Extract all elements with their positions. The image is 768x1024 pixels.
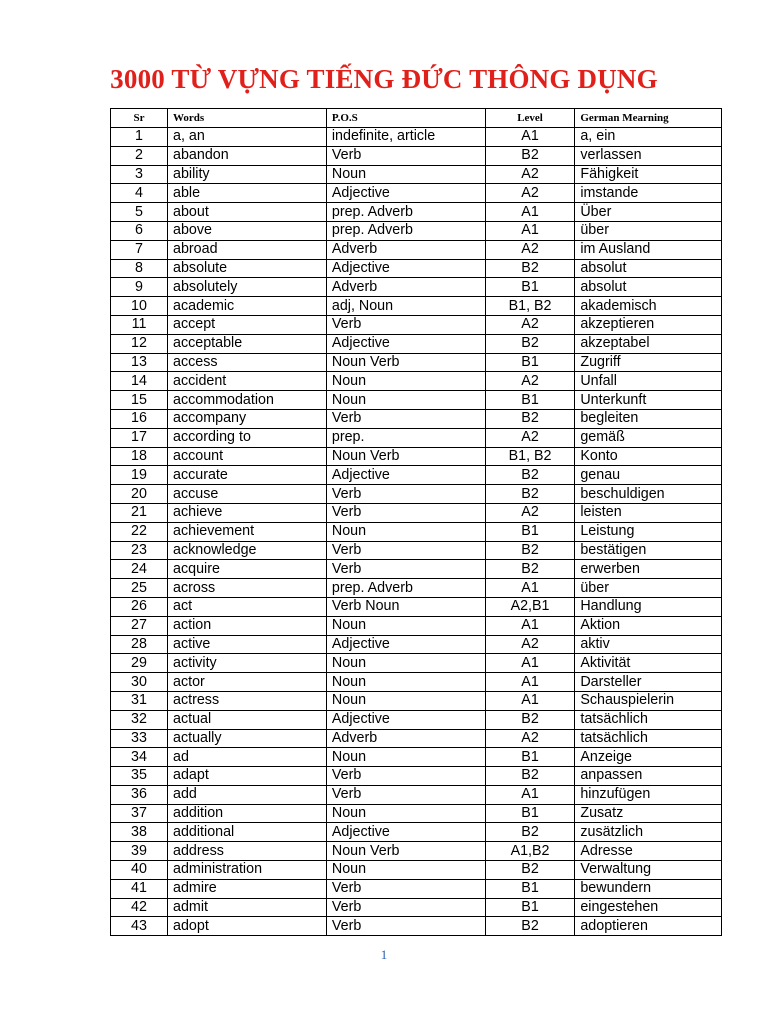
cell-word: about [168,203,327,222]
cell-german-meaning: anpassen [575,767,722,786]
cell-german-meaning: im Ausland [575,240,722,259]
cell-sr: 14 [111,372,168,391]
table-row [111,297,722,316]
cell-pos: Noun [326,616,485,635]
cell-german-meaning: genau [575,466,722,485]
cell-sr: 12 [111,334,168,353]
table-row [111,165,722,184]
cell-word: action [168,616,327,635]
cell-level: A2 [485,635,575,654]
table-row [111,334,722,353]
cell-level: B1 [485,278,575,297]
table-row [111,785,722,804]
cell-german-meaning: bestätigen [575,541,722,560]
cell-level: A1 [485,654,575,673]
cell-german-meaning: Leistung [575,522,722,541]
cell-level: A1 [485,691,575,710]
cell-word: account [168,447,327,466]
cell-level: A1 [485,785,575,804]
cell-german-meaning: Adresse [575,842,722,861]
cell-pos: Noun [326,748,485,767]
cell-word: according to [168,428,327,447]
cell-word: accident [168,372,327,391]
cell-word: accompany [168,409,327,428]
table-row [111,428,722,447]
cell-level: A1 [485,203,575,222]
cell-level: A1 [485,579,575,598]
table-row [111,729,722,748]
cell-pos: Noun [326,522,485,541]
cell-pos: Adjective [326,334,485,353]
table-header-row [111,109,722,128]
cell-word: addition [168,804,327,823]
table-row [111,278,722,297]
table-row [111,654,722,673]
cell-level: A2 [485,165,575,184]
cell-level: B1 [485,879,575,898]
cell-word: accept [168,315,327,334]
table-row [111,879,722,898]
cell-sr: 42 [111,898,168,917]
cell-level: B2 [485,917,575,936]
cell-pos: Noun Verb [326,353,485,372]
cell-level: A2 [485,729,575,748]
cell-sr: 17 [111,428,168,447]
table-row [111,917,722,936]
cell-word: able [168,184,327,203]
cell-sr: 20 [111,485,168,504]
cell-word: ad [168,748,327,767]
cell-level: A2 [485,428,575,447]
cell-level: B1 [485,804,575,823]
cell-level: A2 [485,184,575,203]
cell-pos: Noun [326,165,485,184]
cell-word: acceptable [168,334,327,353]
cell-level: B2 [485,710,575,729]
cell-word: administration [168,861,327,880]
cell-level: A2,B1 [485,597,575,616]
cell-word: achievement [168,522,327,541]
cell-german-meaning: Handlung [575,597,722,616]
cell-german-meaning: Schauspielerin [575,691,722,710]
cell-german-meaning: Aktion [575,616,722,635]
cell-sr: 7 [111,240,168,259]
table-row [111,804,722,823]
cell-sr: 23 [111,541,168,560]
cell-sr: 21 [111,503,168,522]
table-row [111,842,722,861]
cell-sr: 35 [111,767,168,786]
cell-german-meaning: Zusatz [575,804,722,823]
cell-level: A2 [485,372,575,391]
cell-sr: 22 [111,522,168,541]
cell-level: B1 [485,898,575,917]
cell-level: B2 [485,466,575,485]
cell-german-meaning: gemäß [575,428,722,447]
cell-sr: 27 [111,616,168,635]
cell-word: abandon [168,146,327,165]
cell-sr: 4 [111,184,168,203]
cell-word: ability [168,165,327,184]
cell-pos: Adjective [326,710,485,729]
cell-pos: Verb [326,898,485,917]
cell-german-meaning: beschuldigen [575,485,722,504]
cell-german-meaning: akzeptabel [575,334,722,353]
table-row [111,466,722,485]
cell-german-meaning: a, ein [575,128,722,147]
cell-german-meaning: verlassen [575,146,722,165]
cell-german-meaning: aktiv [575,635,722,654]
cell-german-meaning: Fähigkeit [575,165,722,184]
cell-german-meaning: begleiten [575,409,722,428]
cell-word: abroad [168,240,327,259]
cell-sr: 8 [111,259,168,278]
cell-level: B2 [485,334,575,353]
cell-german-meaning: Darsteller [575,673,722,692]
cell-pos: Verb [326,785,485,804]
cell-level: B2 [485,767,575,786]
cell-word: adapt [168,767,327,786]
cell-word: accurate [168,466,327,485]
table-row [111,353,722,372]
cell-pos: indefinite, article [326,128,485,147]
cell-pos: Adjective [326,466,485,485]
cell-level: A1 [485,616,575,635]
cell-german-meaning: zusätzlich [575,823,722,842]
cell-level: B2 [485,560,575,579]
cell-german-meaning: Unterkunft [575,391,722,410]
cell-sr: 32 [111,710,168,729]
vocabulary-table [110,108,722,936]
cell-word: accommodation [168,391,327,410]
cell-german-meaning: absolut [575,278,722,297]
cell-word: achieve [168,503,327,522]
cell-german-meaning: Zugriff [575,353,722,372]
cell-level: B2 [485,541,575,560]
cell-pos: Noun [326,372,485,391]
cell-sr: 19 [111,466,168,485]
table-row [111,240,722,259]
cell-pos: Noun [326,691,485,710]
cell-level: A2 [485,240,575,259]
cell-pos: Verb [326,541,485,560]
cell-sr: 43 [111,917,168,936]
cell-pos: Verb [326,146,485,165]
cell-level: A1 [485,673,575,692]
table-row [111,597,722,616]
cell-german-meaning: Über [575,203,722,222]
cell-sr: 9 [111,278,168,297]
cell-german-meaning: imstande [575,184,722,203]
cell-word: adopt [168,917,327,936]
column-header-pos: P.O.S [326,109,485,128]
table-row [111,391,722,410]
cell-german-meaning: eingestehen [575,898,722,917]
cell-german-meaning: Anzeige [575,748,722,767]
cell-level: A2 [485,315,575,334]
cell-word: actually [168,729,327,748]
table-row [111,898,722,917]
cell-sr: 28 [111,635,168,654]
cell-word: actual [168,710,327,729]
cell-pos: Noun [326,804,485,823]
cell-german-meaning: adoptieren [575,917,722,936]
cell-pos: Verb [326,485,485,504]
cell-sr: 1 [111,128,168,147]
table-row [111,691,722,710]
cell-pos: Verb [326,879,485,898]
cell-pos: adj, Noun [326,297,485,316]
cell-pos: Adverb [326,278,485,297]
cell-level: B2 [485,823,575,842]
cell-pos: prep. [326,428,485,447]
cell-sr: 10 [111,297,168,316]
cell-sr: 36 [111,785,168,804]
cell-pos: prep. Adverb [326,203,485,222]
table-row [111,485,722,504]
cell-level: B2 [485,861,575,880]
cell-word: address [168,842,327,861]
table-row [111,560,722,579]
cell-sr: 15 [111,391,168,410]
cell-sr: 18 [111,447,168,466]
cell-sr: 38 [111,823,168,842]
cell-pos: Verb [326,503,485,522]
cell-word: activity [168,654,327,673]
column-header-level: Level [485,109,575,128]
column-header-sr: Sr [111,109,168,128]
cell-german-meaning: akzeptieren [575,315,722,334]
table-row [111,710,722,729]
cell-german-meaning: tatsächlich [575,710,722,729]
cell-sr: 37 [111,804,168,823]
cell-level: B2 [485,409,575,428]
table-row [111,748,722,767]
cell-pos: Verb [326,767,485,786]
cell-sr: 2 [111,146,168,165]
cell-sr: 41 [111,879,168,898]
cell-word: absolutely [168,278,327,297]
cell-level: A2 [485,503,575,522]
cell-word: actor [168,673,327,692]
cell-pos: prep. Adverb [326,579,485,598]
cell-level: B1, B2 [485,447,575,466]
cell-sr: 33 [111,729,168,748]
cell-word: access [168,353,327,372]
cell-pos: Verb [326,315,485,334]
cell-level: A1 [485,221,575,240]
cell-word: accuse [168,485,327,504]
cell-pos: Noun [326,654,485,673]
table-row [111,259,722,278]
column-header-german-meaning: German Mearning [575,109,722,128]
cell-pos: Adverb [326,240,485,259]
cell-word: above [168,221,327,240]
cell-sr: 40 [111,861,168,880]
cell-pos: Verb [326,409,485,428]
table-body [111,128,722,936]
table-row [111,522,722,541]
cell-german-meaning: tatsächlich [575,729,722,748]
cell-word: across [168,579,327,598]
table-row [111,128,722,147]
cell-level: B2 [485,485,575,504]
table-row [111,315,722,334]
cell-pos: Noun Verb [326,447,485,466]
cell-level: B1 [485,522,575,541]
cell-sr: 6 [111,221,168,240]
cell-german-meaning: erwerben [575,560,722,579]
cell-pos: Noun [326,391,485,410]
cell-pos: Adjective [326,184,485,203]
table-row [111,635,722,654]
table-row [111,673,722,692]
column-header-words: Words [168,109,327,128]
table-row [111,579,722,598]
cell-word: active [168,635,327,654]
cell-pos: Noun [326,673,485,692]
cell-german-meaning: Aktivität [575,654,722,673]
cell-word: acknowledge [168,541,327,560]
cell-level: B2 [485,259,575,278]
cell-word: absolute [168,259,327,278]
cell-level: A1,B2 [485,842,575,861]
cell-sr: 29 [111,654,168,673]
cell-german-meaning: bewundern [575,879,722,898]
cell-sr: 3 [111,165,168,184]
cell-level: A1 [485,128,575,147]
cell-german-meaning: Konto [575,447,722,466]
cell-sr: 13 [111,353,168,372]
cell-pos: prep. Adverb [326,221,485,240]
cell-sr: 30 [111,673,168,692]
table-row [111,184,722,203]
cell-german-meaning: akademisch [575,297,722,316]
cell-sr: 16 [111,409,168,428]
page-number: 1 [380,947,388,962]
table-row [111,221,722,240]
cell-level: B1 [485,391,575,410]
cell-sr: 31 [111,691,168,710]
cell-sr: 5 [111,203,168,222]
cell-sr: 11 [111,315,168,334]
cell-sr: 24 [111,560,168,579]
table-row [111,541,722,560]
cell-german-meaning: leisten [575,503,722,522]
table-row [111,861,722,880]
cell-german-meaning: Unfall [575,372,722,391]
table-row [111,372,722,391]
cell-word: actress [168,691,327,710]
cell-pos: Adjective [326,823,485,842]
table-row [111,409,722,428]
cell-sr: 34 [111,748,168,767]
table-row [111,447,722,466]
cell-german-meaning: hinzufügen [575,785,722,804]
cell-word: admire [168,879,327,898]
cell-level: B2 [485,146,575,165]
cell-level: B1 [485,353,575,372]
table-row [111,503,722,522]
table-row [111,823,722,842]
cell-level: B1 [485,748,575,767]
cell-german-meaning: über [575,221,722,240]
cell-sr: 25 [111,579,168,598]
table-row [111,767,722,786]
cell-german-meaning: Verwaltung [575,861,722,880]
cell-pos: Noun [326,861,485,880]
cell-word: act [168,597,327,616]
cell-german-meaning: über [575,579,722,598]
table-row [111,146,722,165]
cell-pos: Adjective [326,259,485,278]
cell-pos: Adjective [326,635,485,654]
cell-word: a, an [168,128,327,147]
cell-sr: 39 [111,842,168,861]
cell-pos: Verb [326,917,485,936]
cell-word: admit [168,898,327,917]
cell-word: acquire [168,560,327,579]
cell-german-meaning: absolut [575,259,722,278]
cell-word: add [168,785,327,804]
table-row [111,616,722,635]
cell-pos: Adverb [326,729,485,748]
cell-pos: Verb Noun [326,597,485,616]
cell-level: B1, B2 [485,297,575,316]
table-row [111,203,722,222]
cell-pos: Verb [326,560,485,579]
page-title: 3000 TỪ VỰNG TIẾNG ĐỨC THÔNG DỤNG [110,64,658,94]
cell-sr: 26 [111,597,168,616]
cell-pos: Noun Verb [326,842,485,861]
cell-word: academic [168,297,327,316]
cell-word: additional [168,823,327,842]
